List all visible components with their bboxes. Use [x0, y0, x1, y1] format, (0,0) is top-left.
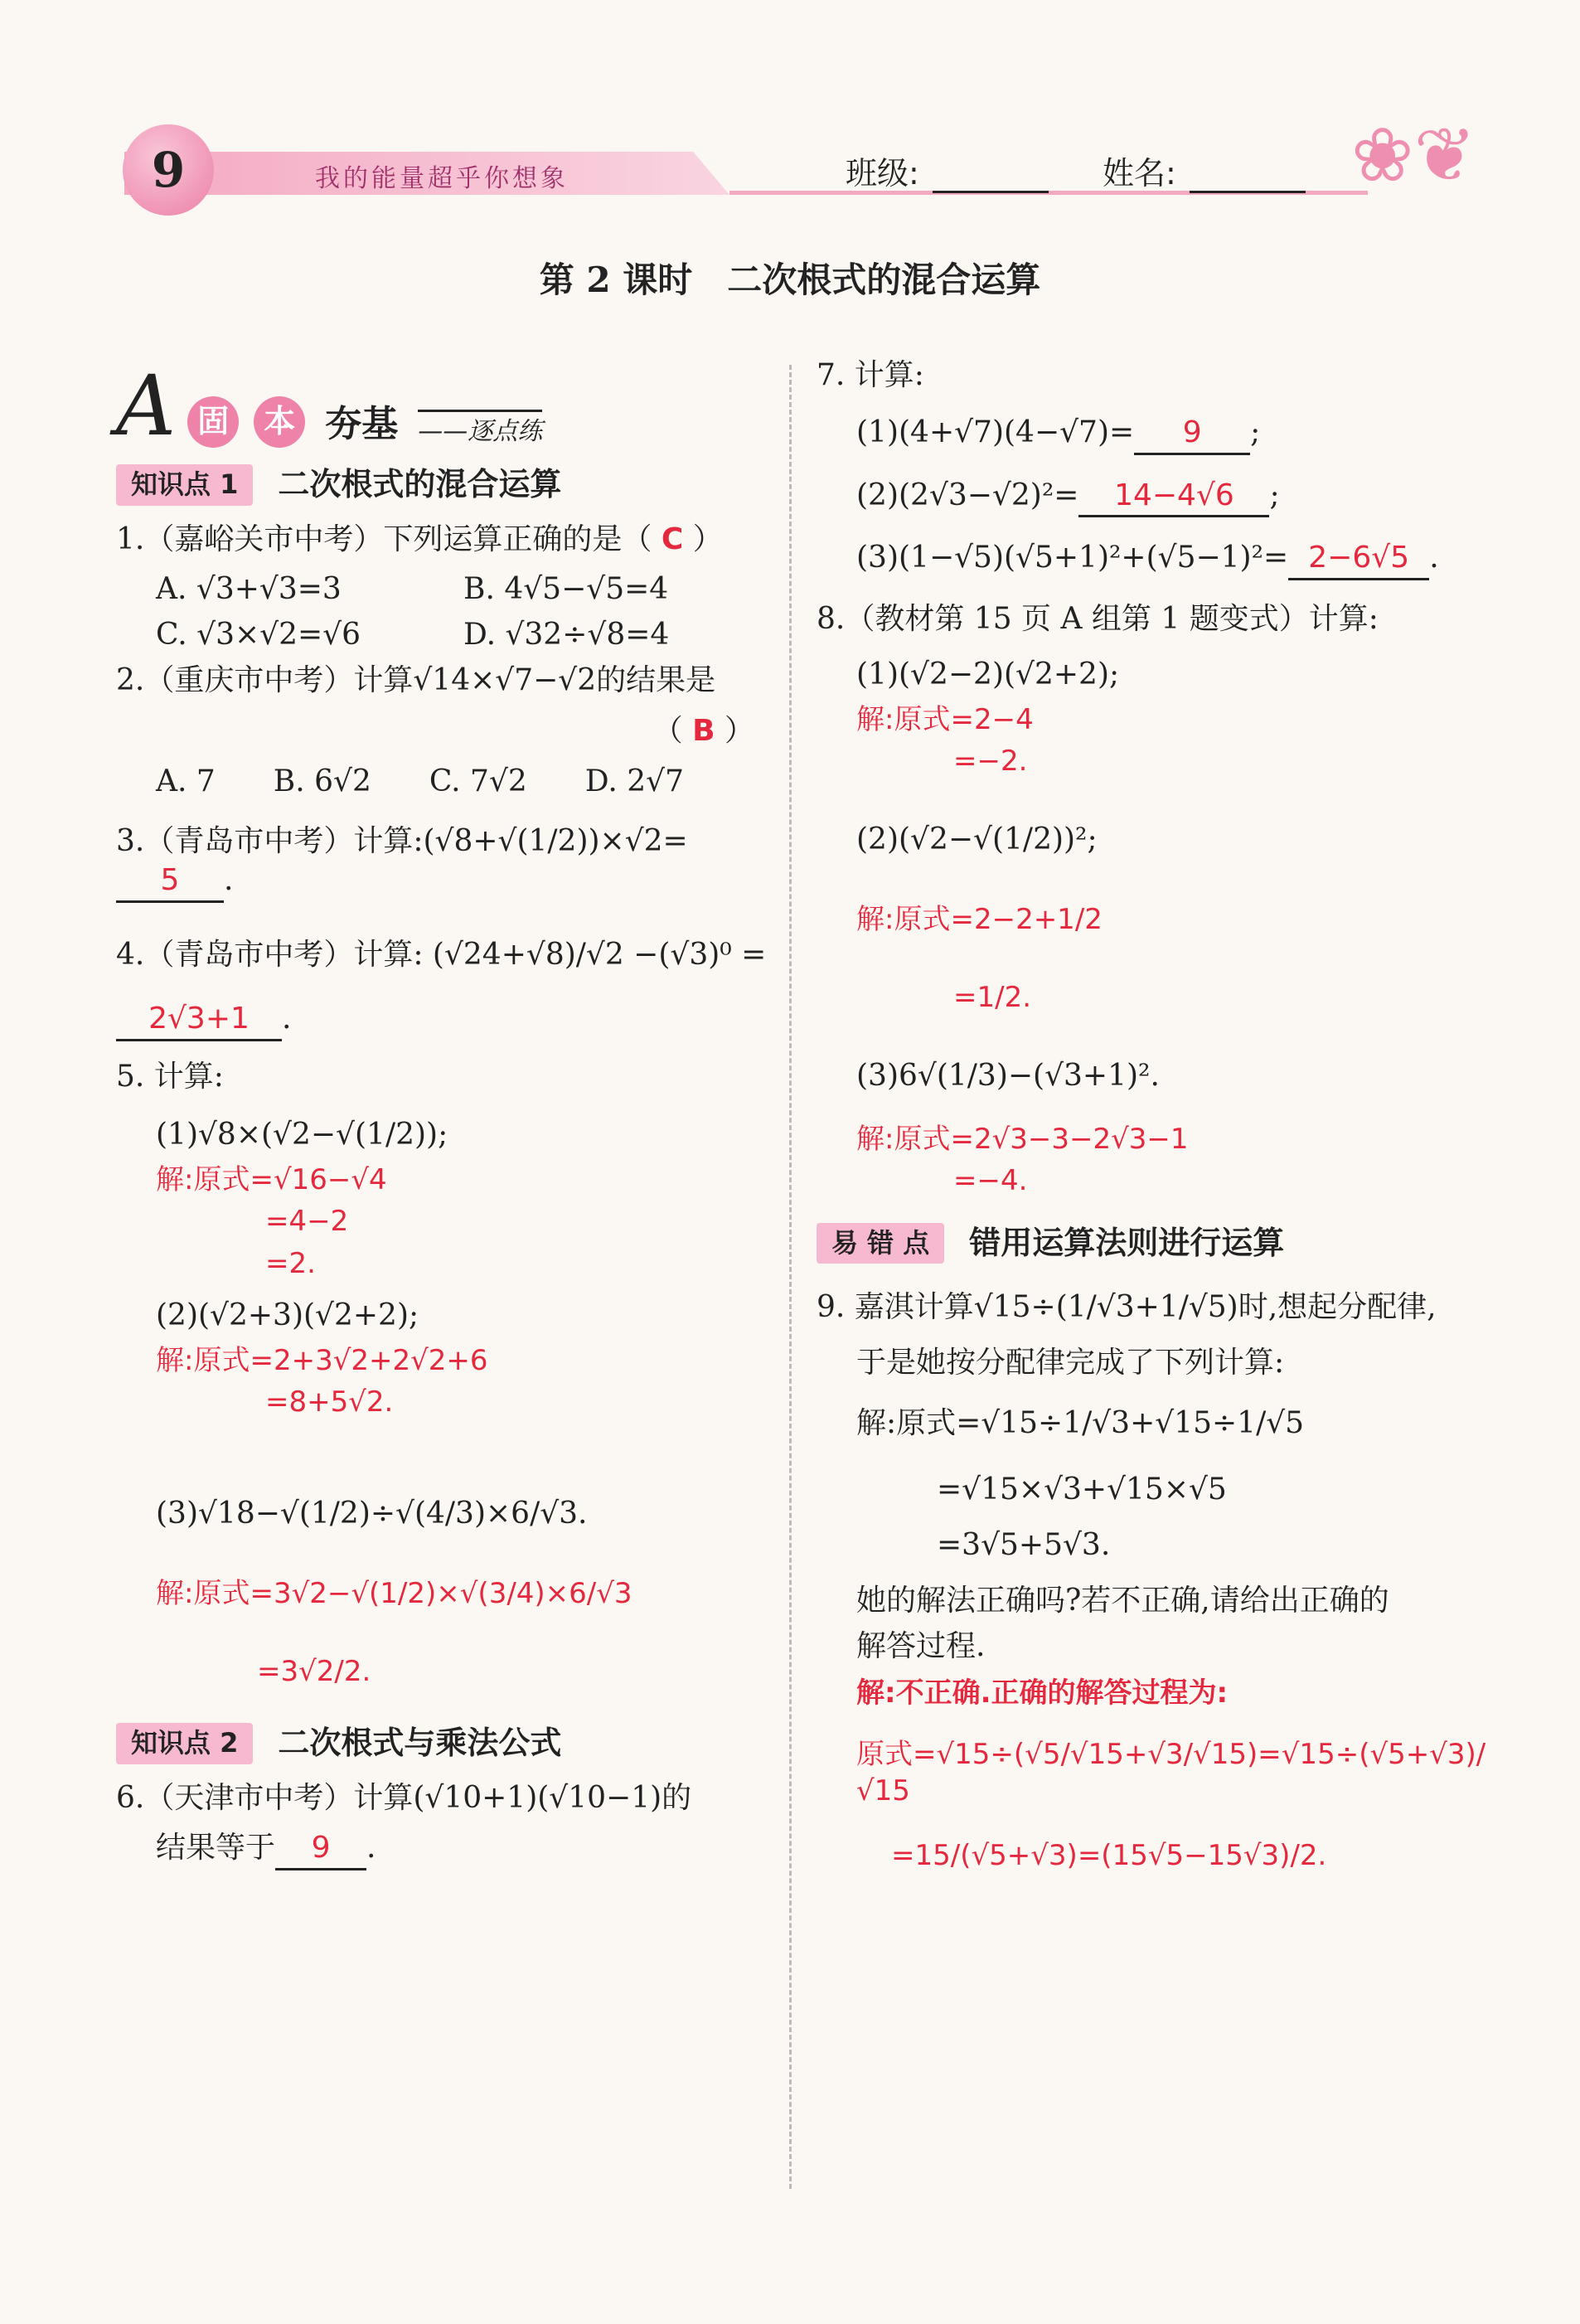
class-label: 班级: [846, 155, 919, 192]
error-point [817, 1223, 1496, 1264]
q7-part-3 [856, 539, 1496, 580]
q9-question: 她的解法正确吗?若不正确,请给出正确的 [856, 1584, 1389, 1618]
q7-part-1 [856, 414, 1496, 455]
name-label: 姓名: [1103, 155, 1176, 192]
question-5 [116, 1058, 771, 1097]
q2-option-d: D. 2√7 [584, 764, 685, 798]
question-3 [116, 822, 771, 903]
knowledge-point-2 [116, 1723, 771, 1764]
kp1-title: 二次根式的混合运算 [278, 466, 562, 503]
q8-p3-sol-1: 解:原式=2√3−3−2√3−1 [856, 1123, 1189, 1157]
q6-stem2: 结果等于 [156, 1831, 276, 1866]
q5-p1-sol-1: 解:原式=√16−√4 [156, 1163, 387, 1197]
q4-end: . [282, 1001, 292, 1036]
q2-option-c: C. 7√2 [429, 764, 527, 798]
q5-p2-sol-2: =8+5√2. [265, 1385, 394, 1419]
q8-p2-sol-1: 解:原式=2−2+1/2 [856, 902, 1103, 936]
section-sub: ——逐点练 [418, 410, 542, 448]
q1-option-b: B. 4√5−√5=4 [463, 572, 669, 607]
question-2 [116, 662, 771, 701]
q6-answer-row [156, 1829, 771, 1870]
name-blank [1190, 166, 1306, 193]
class-field [846, 148, 1049, 193]
q5-part-2: (2)(√2+3)(√2+2); [156, 1298, 419, 1332]
q1-option-c: C. √3×√2=√6 [156, 618, 361, 653]
q9-stem: 9. 嘉淇计算√15÷(1/√3+1/√5)时,想起分配律, [817, 1290, 1437, 1325]
q6-stem: 6.（天津市中考）计算(√10+1)(√10−1)的 [116, 1780, 692, 1815]
q5-p1-sol-2: =4−2 [265, 1205, 349, 1239]
q2-stem: 2.（重庆市中考）计算√14×√7−√2的结果是 [116, 662, 716, 697]
knowledge-point-1 [116, 464, 771, 506]
q5-p2-sol-1: 解:原式=2+3√2+2√2+6 [156, 1343, 488, 1377]
section-heading [116, 357, 771, 454]
floral-ornament-icon: ❀❦ [1351, 112, 1476, 199]
q8-p1-sol-2: =−2. [953, 744, 1028, 778]
q8-part-1: (1)(√2−2)(√2+2); [856, 657, 1120, 691]
q7-p3: (3)(1−√5)(√5+1)²+(√5−1)²= [856, 541, 1289, 575]
q8-p2-sol-2: =1/2. [953, 981, 1032, 1015]
q8-part-2: (2)(√2−√(1/2))²; [856, 822, 1098, 857]
q7-e3: . [1429, 541, 1439, 575]
q2-answer: B [692, 713, 715, 748]
q9-stem2: 于是她按分配律完成了下列计算: [856, 1345, 1285, 1380]
q1-answer: C [661, 522, 684, 556]
q4-answer: 2√3+1 [116, 1000, 282, 1041]
kp2-title: 二次根式与乘法公式 [278, 1725, 562, 1762]
question-6 [116, 1779, 771, 1818]
question-1 [116, 521, 771, 560]
section-circle-1: 固 [187, 396, 239, 448]
q7-a1: 9 [1134, 414, 1250, 455]
q9-sol-1: 解:不正确.正确的解答过程为: [856, 1676, 1229, 1710]
q8-p3-sol-2: =−4. [953, 1164, 1028, 1198]
q5-p3-sol-2: =3√2/2. [257, 1654, 371, 1688]
section-letter: A [116, 357, 177, 454]
err-tag: 易 错 点 [817, 1223, 944, 1264]
q3-answer: 5 [116, 861, 224, 903]
q4-stem: 4.（青岛市中考）计算: (√24+√8)/√2 −(√3)⁰ = [116, 937, 767, 972]
kp2-tag: 知识点 2 [116, 1723, 253, 1764]
q5-part-1: (1)√8×(√2−√(1/2)); [156, 1118, 448, 1152]
q1-option-a: A. √3+√3=3 [156, 572, 342, 607]
q5-part-3: (3)√18−√(1/2)÷√(4/3)×6/√3. [156, 1496, 588, 1531]
q2-open: （ [652, 713, 683, 748]
q5-p1-sol-3: =2. [265, 1246, 316, 1280]
q2-close: ） [724, 713, 754, 748]
q7-a3: 2−6√5 [1288, 539, 1429, 580]
question-4 [116, 936, 771, 975]
q2-option-a: A. 7 [156, 764, 216, 798]
q9-question2: 解答过程. [856, 1628, 986, 1663]
q9-sol-2: 原式=√15÷(√5/√15+√3/√15)=√15÷(√5+√3)/√15 [856, 1737, 1486, 1808]
q1-close: ） [692, 522, 723, 556]
q5-p3-sol-1: 解:原式=3√2−√(1/2)×√(3/4)×6/√3 [156, 1576, 632, 1610]
q2-answer-row [116, 712, 754, 751]
q1-options [156, 570, 771, 655]
q2-option-b: B. 6√2 [273, 764, 371, 798]
q1-option-d: D. √32÷√8=4 [463, 618, 670, 653]
q7-p1: (1)(4+√7)(4−√7)= [856, 415, 1135, 449]
question-8 [817, 600, 1496, 639]
q7-p2: (2)(2√3−√2)²= [856, 478, 1079, 512]
name-field [1103, 148, 1306, 193]
header-motto: 我的能量超乎你想象 [315, 164, 569, 193]
lesson-title: 第 2 课时 二次根式的混合运算 [539, 260, 1041, 300]
q7-a2: 14−4√6 [1078, 477, 1269, 518]
q9-work-2: =√15×√3+√15×√5 [937, 1473, 1227, 1507]
q7-stem: 7. 计算: [817, 358, 924, 392]
q9-sol-3: =15/(√5+√3)=(15√5−15√3)/2. [891, 1839, 1327, 1873]
page-number: 9 [123, 124, 214, 216]
q8-p1-sol-1: 解:原式=2−4 [856, 702, 1034, 736]
q4-answer-row [116, 1000, 771, 1041]
q2-options [156, 763, 771, 802]
left-column [116, 357, 771, 1882]
section-circle-2: 本 [254, 396, 305, 448]
column-divider [789, 365, 792, 2189]
q8-stem: 8.（教材第 15 页 A 组第 1 题变式）计算: [817, 602, 1379, 637]
question-7 [817, 357, 1496, 395]
q3-stem: 3.（青岛市中考）计算:(√8+√(1/2))×√2= [116, 824, 688, 859]
q9-work-1: 解:原式=√15÷1/√3+√15÷1/√5 [856, 1405, 1305, 1440]
q3-end: . [224, 863, 234, 898]
right-column [817, 357, 1496, 1877]
q1-stem: 1.（嘉峪关市中考）下列运算正确的是（ [116, 522, 652, 556]
question-9 [817, 1288, 1496, 1327]
q5-stem: 5. 计算: [116, 1059, 224, 1094]
err-title: 错用运算法则进行运算 [969, 1224, 1285, 1261]
q9-work-3: =3√5+5√3. [937, 1528, 1111, 1563]
class-blank [933, 166, 1049, 193]
q6-end: . [366, 1831, 376, 1866]
q8-part-3: (3)6√(1/3)−(√3+1)². [856, 1059, 1160, 1094]
q6-answer: 9 [275, 1829, 366, 1870]
q7-part-2 [856, 477, 1496, 518]
q7-e2: ; [1269, 478, 1280, 512]
q7-e1: ; [1250, 415, 1261, 449]
kp1-tag: 知识点 1 [116, 464, 253, 506]
section-main: 夯基 [325, 402, 399, 445]
